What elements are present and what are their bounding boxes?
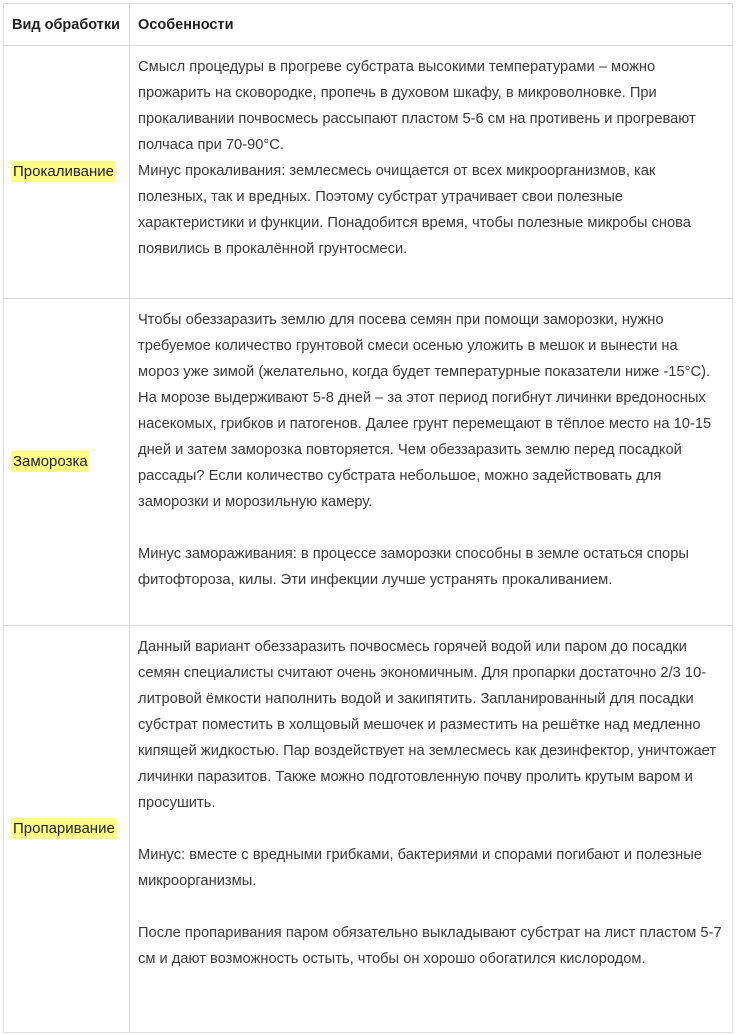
type-cell xyxy=(4,299,130,626)
type-cell xyxy=(4,46,130,299)
table-row xyxy=(4,626,733,1033)
table-row xyxy=(4,46,733,299)
features-cell xyxy=(130,46,733,299)
features-paragraph: Данный вариант обеззаразить почвосмесь горячей водой или паром до посадки семян специалисты считают очень экономичным. Для пропарки достаточно 2/3 10-литровой ёмкости наполнить водой и закипятить. Запланированный для посадки субстрат поместить в холщовый мешочек и разместить на решётке над медленно кипящей жидкостью. Пар воздействует на землесмесь как дезинфектор, уничтожает личинки паразитов. Также можно подготовленную почву пролить крутым варом и просушить. xyxy=(138,639,717,811)
header-features: Особенности xyxy=(130,4,733,46)
type-label-steaming: Пропаривание xyxy=(13,820,115,837)
features-paragraph: Минус замораживания: в процессе заморозки способны в земле остаться споры фитофтороза, килы. Эти инфекции лучше устранять прокаливанием. xyxy=(138,546,689,588)
features-cell xyxy=(130,626,733,1033)
table-row xyxy=(4,299,733,626)
type-label-freezing: Заморозка xyxy=(13,453,88,470)
table-header-row xyxy=(4,4,733,46)
type-cell xyxy=(4,626,130,1033)
features-paragraph: Чтобы обеззаразить землю для посева семян при помощи заморозки, нужно требуемое количество грунтовой смеси осенью уложить в мешок и вынести на мороз уже зимой (желательно, когда будет температурные показатели ниже -15°C). На морозе выдерживают 5-8 дней – за этот период погибнут личинки вредоносных насекомых, грибков и патогенов. Далее грунт перемещают в тёплое место на 10-15 дней и затем заморозка повторяется. Чем обеззаразить землю перед посадкой рассады? Если количество субстрата небольшое, можно задействовать для заморозки и морозильную камеру. xyxy=(138,312,712,510)
features-paragraph: Смысл процедуры в прогреве субстрата высокими температурами – можно прожарить на сковородке, пропечь в духовом шкафу, в микроволновке. При прокаливании почвосмесь рассыпают пластом 5-6 см на противень и прогревают полчаса при 70-90°C. xyxy=(138,59,696,153)
header-type: Вид обработки xyxy=(4,4,130,46)
features-cell xyxy=(130,299,733,626)
features-paragraph: Минус: вместе с вредными грибками, бактериями и спорами погибают и полезные микроорганизмы. xyxy=(138,847,702,889)
features-paragraph: Минус прокаливания: землесмесь очищается от всех микроорганизмов, как полезных, так и вредных. Поэтому субстрат утрачивает свои полезные характеристики и функции. Понадобится время, чтобы полезные микробы снова появились в прокалённой грунтосмеси. xyxy=(138,163,691,257)
features-paragraph: После пропаривания паром обязательно выкладывают субстрат на лист пластом 5-7 см и дают возможность остыть, чтобы он хорошо обогатился кислородом. xyxy=(138,925,722,967)
type-label-calcination: Прокаливание xyxy=(13,163,114,180)
treatment-table xyxy=(3,3,733,1033)
